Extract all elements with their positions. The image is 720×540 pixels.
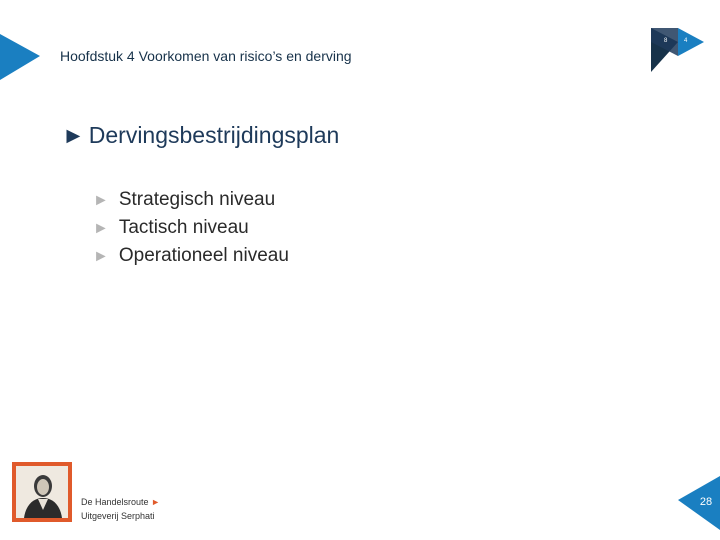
corner-triangle-decoration <box>0 34 40 82</box>
badge-right-number: 4 <box>684 38 688 44</box>
bullet-item <box>93 186 289 214</box>
publisher-arrow-icon: ► <box>151 497 160 507</box>
slide-heading <box>62 122 339 149</box>
bullet-list <box>93 186 289 270</box>
bullet-text: Strategisch niveau <box>118 189 276 210</box>
page-number: 28 <box>699 496 713 508</box>
bullet-arrow-icon: ► <box>93 248 109 265</box>
bullet-arrow-icon: ► <box>93 192 109 209</box>
chapter-badge-icon <box>648 26 708 74</box>
chapter-title: Hoofdstuk 4 Voorkomen van risico’s en derving <box>60 48 352 64</box>
publisher-name <box>81 495 160 523</box>
heading-text: Dervingsbestrijdingsplan <box>88 122 340 148</box>
bullet-item <box>93 214 289 242</box>
heading-arrow-icon: ► <box>62 122 85 148</box>
publisher-line-1: De Handelsroute <box>81 497 149 507</box>
publisher-logo <box>12 462 72 522</box>
bullet-text: Tactisch niveau <box>118 217 249 238</box>
publisher-line-2: Uitgeverij Serphati <box>81 511 155 521</box>
bullet-text: Operationeel niveau <box>118 245 289 266</box>
portrait-image <box>16 466 68 518</box>
badge-left-number: 8 <box>664 38 668 44</box>
bullet-item <box>93 242 289 270</box>
bullet-arrow-icon: ► <box>93 220 109 237</box>
